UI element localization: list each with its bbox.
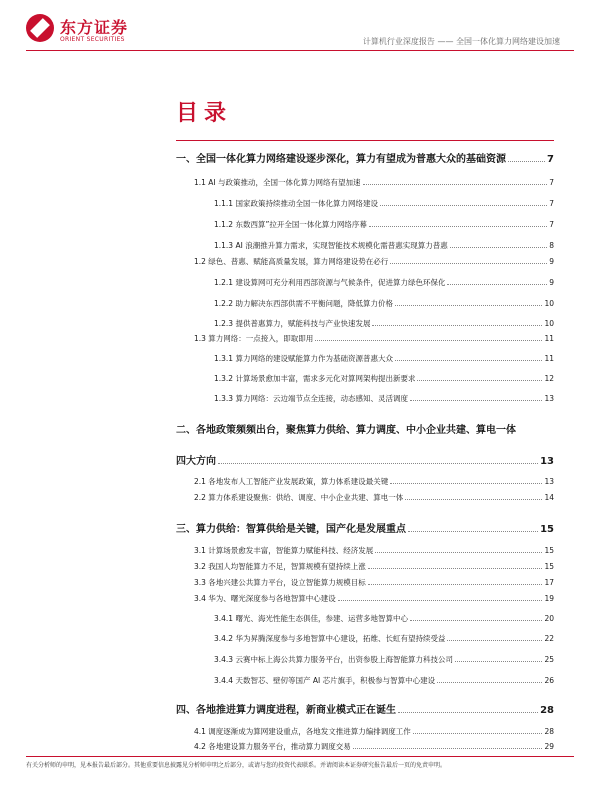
toc-entry[interactable] (194, 593, 554, 604)
toc-entry-text: 1.2.3 提供普惠算力，赋能科技与产业快速发展 (214, 319, 371, 328)
toc-entry[interactable] (214, 373, 554, 384)
toc-leader (508, 153, 545, 162)
toc-entry[interactable] (176, 150, 554, 165)
toc-entry-text: 3.4.2 华为昇腾深度参与多地智算中心建设，拓维、长虹有望持续受益 (214, 634, 446, 643)
toc-entry[interactable] (214, 298, 554, 309)
toc-entry-text: 1.1.1 国家政策持续推动全国一体化算力网络建设 (214, 199, 378, 208)
toc-entry-text: 3.4.3 云赛中标上海公共算力服务平台，出资参股上海智能算力科技公司 (214, 655, 453, 664)
toc-entry[interactable] (214, 353, 554, 364)
toc-entry[interactable] (214, 393, 554, 404)
toc-entry[interactable] (194, 333, 554, 344)
toc-entry-page: 25 (544, 655, 554, 664)
toc-entry-page: 17 (544, 578, 554, 587)
toc-leader (413, 727, 543, 734)
toc-entry[interactable] (194, 256, 554, 267)
page-header (0, 0, 600, 60)
toc-leader (390, 477, 542, 484)
toc-entry-text: 2.2 算力体系建设聚焦：供给、调度、中小企业共建、算电一体 (194, 493, 404, 502)
toc-leader (447, 278, 547, 285)
logo-name-cn: 东方证券 (60, 18, 129, 37)
toc-entry[interactable] (194, 545, 554, 556)
toc-leader (363, 178, 548, 185)
toc-entry-page: 15 (540, 524, 554, 535)
toc-entry[interactable] (194, 476, 554, 487)
toc-entry-page: 13 (540, 456, 554, 467)
toc-leader (368, 578, 543, 585)
toc-entry-page: 15 (544, 546, 554, 555)
toc-entry-page: 10 (544, 299, 554, 308)
toc-entry-text: 1.1.2 东数西算”拉开全国一体化算力网络序幕 (214, 220, 367, 229)
toc-entry-page: 13 (544, 394, 554, 403)
toc-leader (455, 655, 542, 662)
toc-leader (218, 455, 538, 464)
toc-entry[interactable] (214, 318, 554, 329)
toc-entry-text: 1.2 绿色、普惠、赋能高质量发展，算力网络建设势在必行 (194, 257, 389, 266)
toc-entry-text: 3.4.1 曙光、海光性能生态俱佳，参建、运营多地智算中心 (214, 614, 408, 623)
toc-leader (390, 257, 547, 264)
toc-entry-page: 7 (549, 199, 554, 208)
toc-entry-page: 19 (544, 594, 554, 603)
toc-entry-page: 26 (544, 676, 554, 685)
toc-leader (410, 614, 542, 621)
toc-entry-text: 3.2 我国人均智能算力不足，智算规模有望持续上涨 (194, 562, 366, 571)
toc-entry-page: 10 (544, 319, 554, 328)
toc-entry-text: 1.3.1 算力网络的建设赋能算力作为基础资源普惠大众 (214, 354, 393, 363)
toc-entry[interactable] (194, 561, 554, 572)
toc-entry-text: 1.2.1 建设算网可充分利用西部资源与气候条件，促进算力绿色环保化 (214, 278, 446, 287)
toc-entry-text: 1.1.3 AI 浪潮推升算力需求，实现智能技术规模化需普惠实现算力普惠 (214, 241, 448, 250)
toc-leader (408, 523, 538, 532)
toc-leader (395, 299, 542, 306)
running-head: 计算机行业深度报告 —— 全国一体化算力网络建设加速 (362, 37, 560, 46)
toc-entry-page: 13 (544, 477, 554, 486)
toc-entry-text: 1.3 算力网络：一点接入，即取即用 (194, 334, 314, 343)
header-divider (26, 50, 574, 51)
toc-entry-text: 2.1 各地发布人工智能产业发展政策，算力体系建设最关键 (194, 477, 389, 486)
toc-entry-page: 7 (547, 154, 554, 165)
toc-entry[interactable] (194, 741, 554, 752)
toc-entry-page: 9 (549, 257, 554, 266)
toc-leader (315, 334, 542, 341)
toc-leader (405, 493, 542, 500)
toc-entry-page: 29 (544, 742, 554, 751)
toc-entry-page: 11 (544, 334, 554, 343)
toc-entry[interactable] (194, 492, 554, 503)
toc-entry-page: 9 (549, 278, 554, 287)
toc-leader (417, 374, 542, 381)
toc-entry-text: 一、全国一体化算力网络建设逐步深化，算力有望成为普惠大众的基础资源 (176, 154, 506, 165)
toc-entry-page: 22 (544, 634, 554, 643)
toc-leader (447, 634, 542, 641)
toc-leader (410, 394, 542, 401)
toc-entry[interactable] (176, 520, 554, 535)
company-logo (26, 12, 136, 48)
toc-entry-page: 8 (549, 241, 554, 250)
logo-mark-icon (26, 14, 54, 42)
toc-entry[interactable] (214, 240, 554, 251)
toc-entry[interactable] (214, 613, 554, 624)
footer-disclaimer: 有关分析师的申明，见本报告最后部分。其他重要信息披露见分析师申明之后部分，或请与您的投资代表联系。并请阅读本证券研究报告最后一页的免责申明。 (26, 762, 447, 769)
toc-entry[interactable] (214, 219, 554, 230)
toc-leader (398, 704, 538, 713)
toc-entry[interactable] (214, 675, 554, 686)
toc-leader (380, 199, 547, 206)
toc-entry[interactable] (214, 633, 554, 644)
toc-entry-text: 四大方向 (176, 456, 216, 467)
toc-entry[interactable] (214, 198, 554, 209)
toc-leader (450, 241, 548, 248)
toc-leader (369, 220, 547, 227)
toc-leader (368, 562, 543, 569)
toc-entry[interactable] (194, 577, 554, 588)
toc-entry-text: 3.4.4 天数智芯、壁仞等国产 AI 芯片旗手，积极参与智算中心建设 (214, 676, 436, 685)
toc-entry-text: 3.1 计算场景愈发丰富，智能算力赋能科技、经济发展 (194, 546, 374, 555)
toc-title: 目录 (176, 101, 233, 126)
toc-entry-page: 7 (549, 178, 554, 187)
toc-entry-page: 28 (544, 727, 554, 736)
toc-entry-text: 三、算力供给：智算供给是关键，国产化是发展重点 (176, 524, 406, 535)
toc-entry-text: 3.4 华为、曙光深度参与各地智算中心建设 (194, 594, 336, 603)
toc-entry-page: 12 (544, 374, 554, 383)
toc-entry-text: 1.3.3 算力网络：云边端节点全连接，动态感知、灵活调度 (214, 394, 408, 403)
toc-entry-page: 14 (544, 493, 554, 502)
toc-entry-text: 1.2.2 助力解决东西部供需不平衡问题，降低算力价格 (214, 299, 393, 308)
toc-entry-text: 1.3.2 计算场景愈加丰富，需求多元化对算网架构提出新要求 (214, 374, 416, 383)
toc-leader (372, 319, 542, 326)
toc-entry-text: 4.1 调度逐渐成为算网建设重点，各地发文推进算力编排调度工作 (194, 727, 411, 736)
toc-leader (375, 546, 542, 553)
toc-entry-text: 二、各地政策频频出台，聚焦算力供给、算力调度、中小企业共建、算电一体 (176, 425, 516, 436)
toc-entry[interactable] (214, 654, 554, 665)
toc-entry-page: 7 (549, 220, 554, 229)
toc-leader (395, 354, 542, 361)
toc-leader (437, 676, 542, 683)
toc-entry-page: 20 (544, 614, 554, 623)
logo-name-en: ORIENT SECURITIES (60, 36, 125, 43)
toc-entry[interactable] (176, 452, 554, 467)
toc-entry[interactable] (194, 177, 554, 188)
toc-leader (353, 742, 543, 749)
footer-divider (26, 756, 574, 757)
toc-entry-text: 3.3 各地兴建公共算力平台，设立智能算力规模目标 (194, 578, 366, 587)
toc-divider (176, 140, 554, 141)
toc-entry-page: 15 (544, 562, 554, 571)
toc-leader (338, 594, 543, 601)
toc-entry-text: 4.2 各地建设算力服务平台，推动算力调度交易 (194, 742, 351, 751)
toc-entry[interactable] (176, 701, 554, 716)
toc-entry-page: 11 (544, 354, 554, 363)
toc-entry-text: 四、各地推进算力调度进程，新商业模式正在诞生 (176, 705, 396, 716)
toc-entry-page: 28 (540, 705, 554, 716)
toc-entry[interactable] (194, 726, 554, 737)
toc-entry[interactable] (176, 421, 554, 436)
toc-entry[interactable] (214, 277, 554, 288)
toc-entry-text: 1.1 AI 与政策推动，全国一体化算力网络有望加速 (194, 178, 361, 187)
